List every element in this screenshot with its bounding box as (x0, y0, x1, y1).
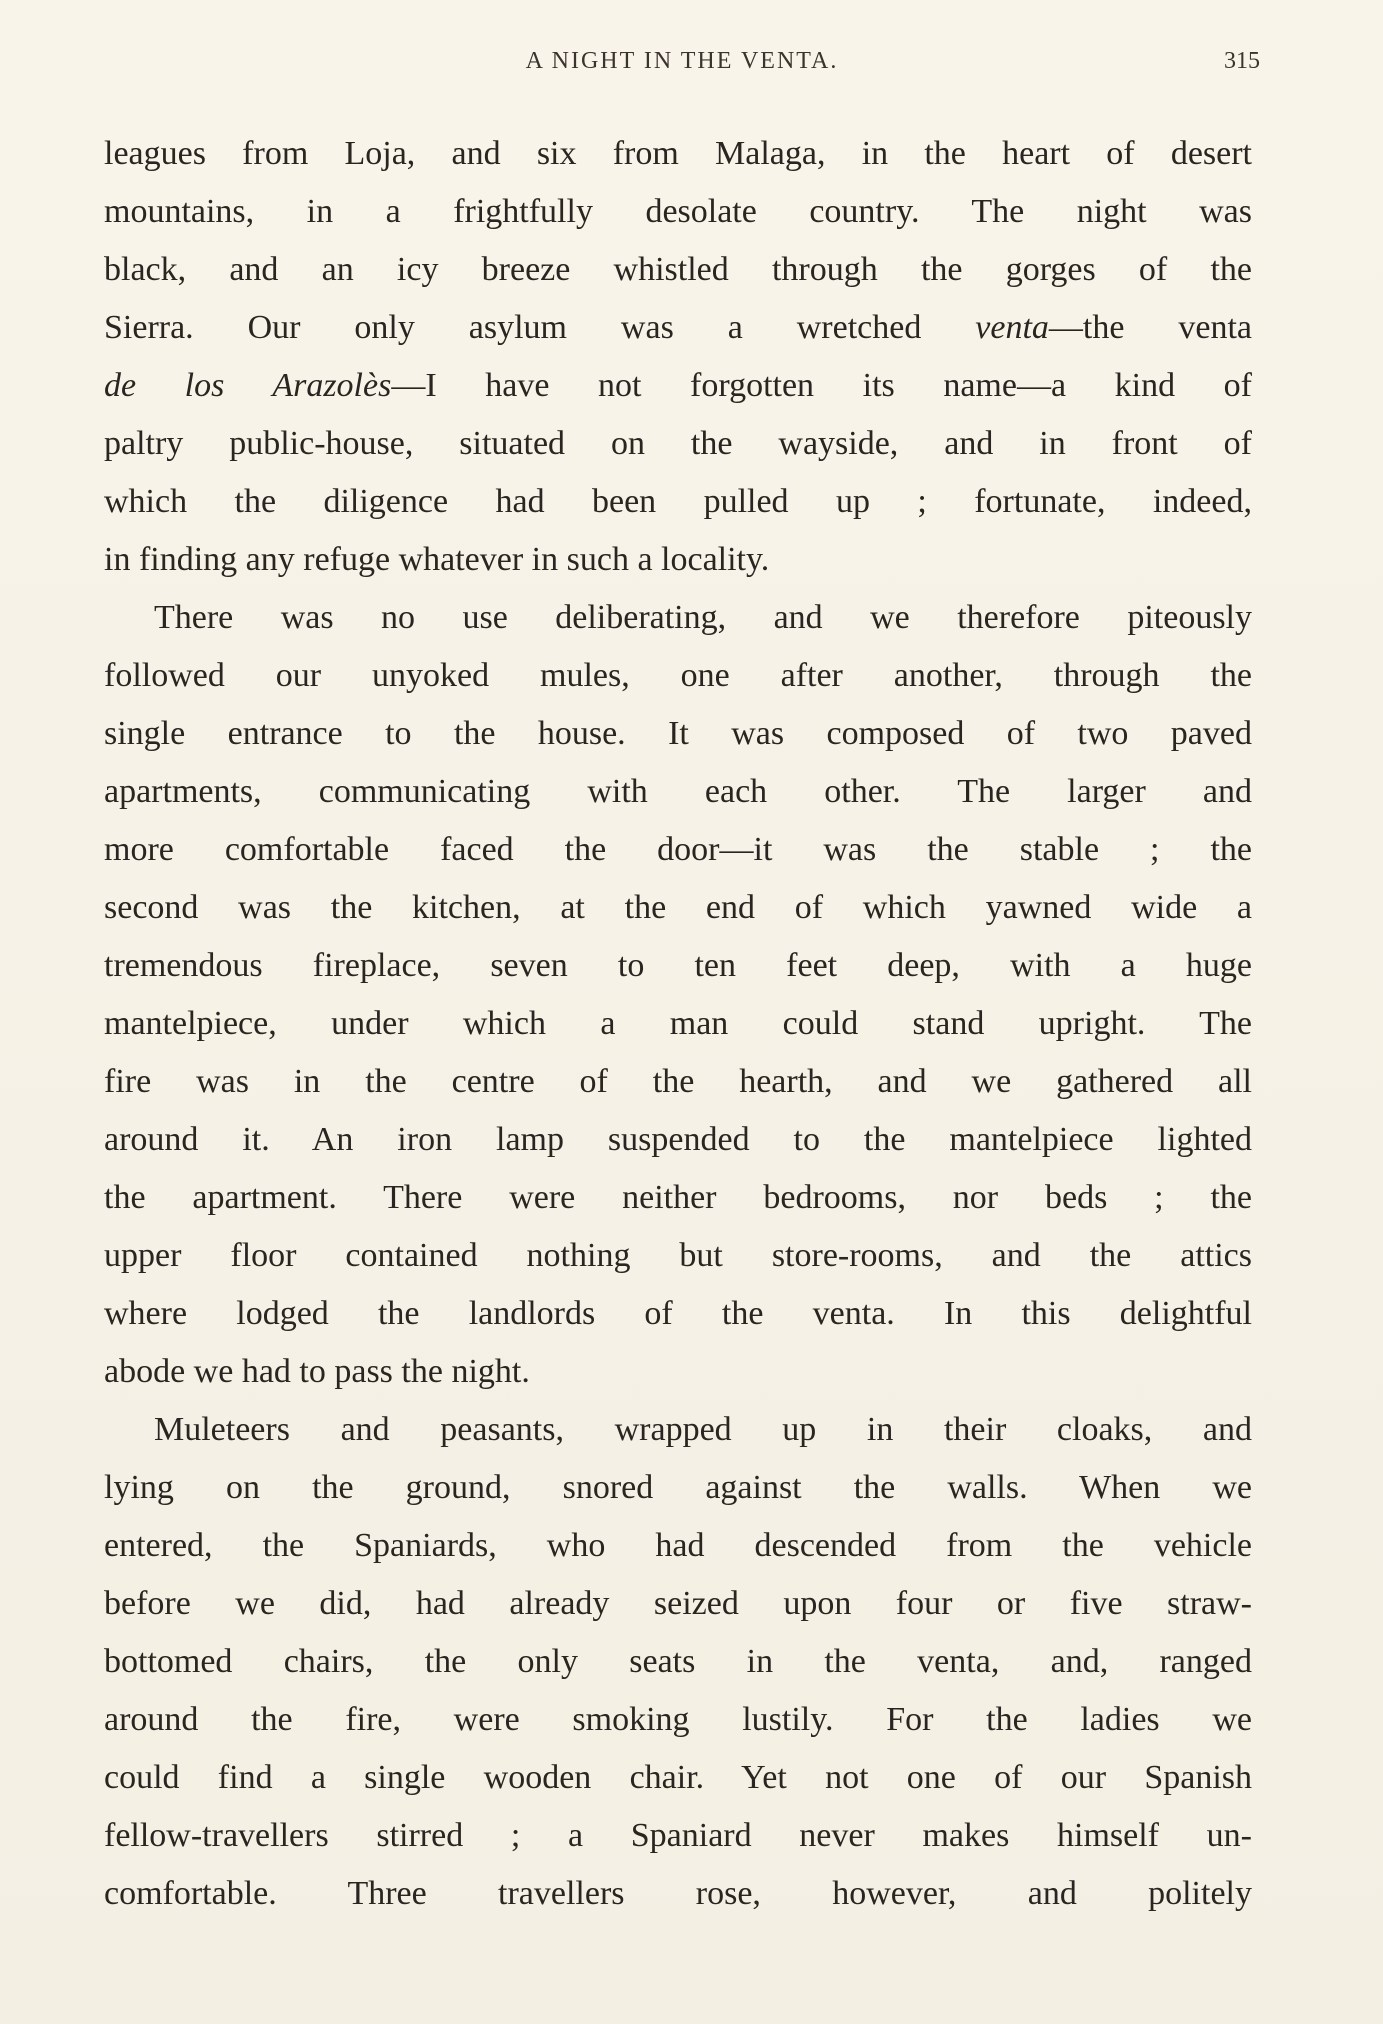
text-line: upper floor contained nothing but store-rooms, and the attics (104, 1237, 1252, 1274)
text-line: abode we had to pass the night. (104, 1353, 530, 1390)
text-line: could find a single wooden chair. Yet not one of our Spanish (104, 1759, 1252, 1796)
text-line: fellow-travellers stirred ; a Spaniard never makes himself un- (104, 1817, 1252, 1854)
text-line: before we did, had already seized upon four or five straw- (104, 1585, 1252, 1622)
running-title: A NIGHT IN THE VENTA. (525, 48, 839, 74)
text-line: tremendous fireplace, seven to ten feet deep, with a huge (104, 947, 1252, 984)
text-line: around the fire, were smoking lustily. For the ladies we (104, 1701, 1252, 1738)
text-line: second was the kitchen, at the end of which yawned wide a (104, 889, 1252, 926)
running-head (104, 48, 1260, 88)
text-line: comfortable. Three travellers rose, however, and politely (104, 1875, 1252, 1912)
body-text (104, 125, 1252, 1923)
text-line: more comfortable faced the door—it was the stable ; the (104, 831, 1252, 868)
text-line: single entrance to the house. It was composed of two paved (104, 715, 1252, 752)
text-line: bottomed chairs, the only seats in the venta, and, ranged (104, 1643, 1252, 1680)
text-line: paltry public-house, situated on the wayside, and in front of (104, 425, 1252, 462)
text-line: There was no use deliberating, and we therefore piteously (154, 599, 1252, 636)
text-line: the apartment. There were neither bedrooms, nor beds ; the (104, 1179, 1252, 1216)
text-line-with-italic: Sierra. Our only asylum was a wretched venta—the venta (104, 309, 1252, 346)
text-line: mantelpiece, under which a man could stand upright. The (104, 1005, 1252, 1042)
text-line: leagues from Loja, and six from Malaga, in the heart of desert (104, 135, 1252, 172)
text-line: in finding any refuge whatever in such a locality. (104, 541, 770, 578)
italic-place-name: de los Arazolès (104, 367, 392, 404)
text-line: fire was in the centre of the hearth, and we gathered all (104, 1063, 1252, 1100)
text-line: lying on the ground, snored against the walls. When we (104, 1469, 1252, 1506)
text-line: where lodged the landlords of the venta. In this delightful (104, 1295, 1252, 1332)
text-line: Muleteers and peasants, wrapped up in their cloaks, and (154, 1411, 1252, 1448)
text-line: around it. An iron lamp suspended to the mantelpiece lighted (104, 1121, 1252, 1158)
text-line: entered, the Spaniards, who had descended from the vehicle (104, 1527, 1252, 1564)
text-line-with-italic: de los Arazolès—I have not forgotten its name—a kind of (104, 367, 1252, 404)
text-line: black, and an icy breeze whistled through the gorges of the (104, 251, 1252, 288)
text-line: which the diligence had been pulled up ; fortunate, indeed, (104, 483, 1252, 520)
text-line: mountains, in a frightfully desolate country. The night was (104, 193, 1252, 230)
italic-word-venta: venta (975, 309, 1049, 346)
text-line: followed our unyoked mules, one after another, through the (104, 657, 1252, 694)
page-number: 315 (1224, 48, 1260, 74)
text-line: apartments, communicating with each other. The larger and (104, 773, 1252, 810)
